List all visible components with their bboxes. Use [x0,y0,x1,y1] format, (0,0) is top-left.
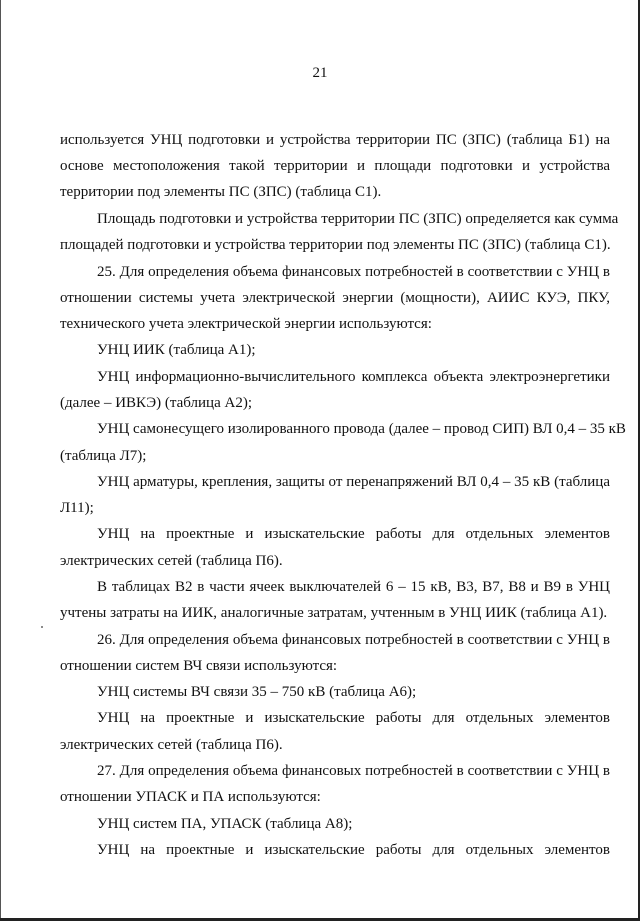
text-line: (таблица Л7); [60,448,147,464]
text-line: УНЦ ИИК (таблица А1); [97,342,256,358]
scan-edge-left [0,0,1,921]
text-line: 25. Для определения объема финансовых потребностей в соответствии с УНЦ в [97,264,610,280]
text-line: УНЦ на проектные и изыскательские работы для отдельных элементов [97,710,610,726]
text-line: УНЦ арматуры, крепления, защиты от перенапряжений ВЛ 0,4 – 35 кВ (таблица [97,474,610,490]
text-line: УНЦ системы ВЧ связи 35 – 750 кВ (таблица А6); [97,684,417,700]
page-number: 21 [312,65,328,81]
text-line: электрических сетей (таблица П6). [60,553,283,569]
text-line: (далее – ИВКЭ) (таблица А2); [60,395,252,411]
text-line: 27. Для определения объема финансовых потребностей в соответствии с УНЦ в [97,763,610,779]
text-line: технического учета электрической энергии используются: [60,316,432,332]
text-line: отношении систем ВЧ связи используются: [60,658,338,674]
text-line: отношении УПАСК и ПА используются: [60,789,321,805]
text-line: отношении системы учета электрической энергии (мощности), АИИС КУЭ, ПКУ, [60,290,610,306]
text-line: УНЦ самонесущего изолированного провода (далее – провод СИП) ВЛ 0,4 – 35 кВ [97,421,626,437]
text-line: УНЦ информационно-вычислительного комплекса объекта электроэнергетики [97,369,610,385]
text-line: основе местоположения такой территории и площади подготовки и устройства [60,158,610,174]
text-line: учтены затраты на ИИК, аналогичные затратам, учтенным в УНЦ ИИК (таблица А1). [60,605,608,621]
scan-speck [41,626,43,628]
text-line: УНЦ на проектные и изыскательские работы для отдельных элементов [97,526,610,542]
text-line: УНЦ на проектные и изыскательские работы для отдельных элементов [97,842,610,858]
text-line: Площадь подготовки и устройства территории ПС (ЗПС) определяется как сумма [97,211,619,227]
text-line: 26. Для определения объема финансовых потребностей в соответствии с УНЦ в [97,632,610,648]
text-line: электрических сетей (таблица П6). [60,737,283,753]
text-line: территории под элементы ПС (ЗПС) (таблица С1). [60,184,382,200]
text-line: В таблицах В2 в части ячеек выключателей 6 – 15 кВ, В3, В7, В8 и В9 в УНЦ [97,579,610,595]
text-line: УНЦ систем ПА, УПАСК (таблица А8); [97,816,353,832]
text-line: Л11); [60,500,94,516]
text-line: используется УНЦ подготовки и устройства территории ПС (ЗПС) (таблица Б1) на [60,132,610,148]
text-line: площадей подготовки и устройства территории под элементы ПС (ЗПС) (таблица С1). [60,237,611,253]
